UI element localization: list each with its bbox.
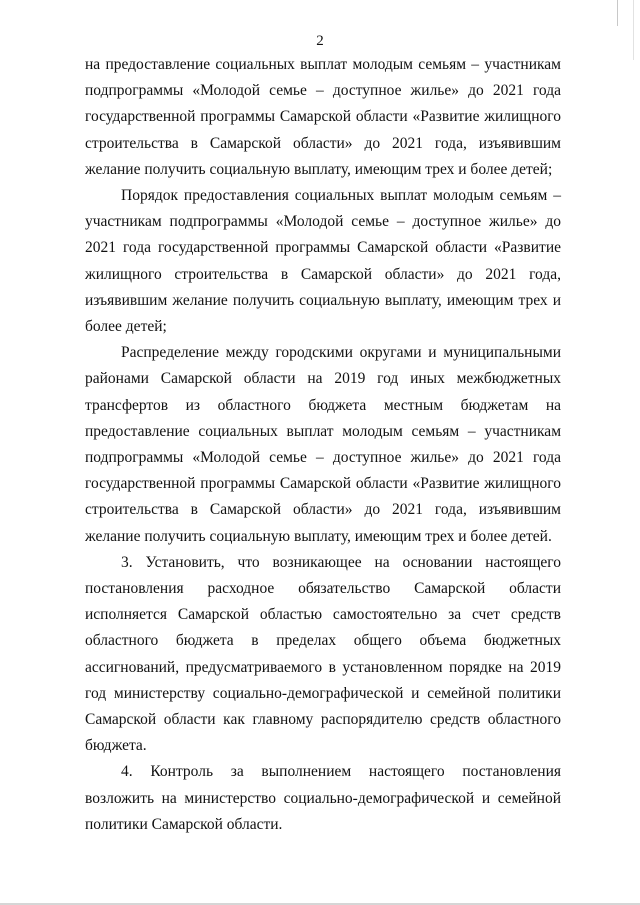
paragraph-continuation: на предоставление социальных выплат молодым семьям – участникам подпрограммы «Молодой семье – доступное жилье» до 2021 года государственной программы Самарской области «Развитие жилищного строительства в Самарской области» до 2021 года, изъявившим желание получить социальную выплату, имеющим трех и более детей; [85,56,561,178]
scan-edge-line [633,0,634,60]
paragraph-distribution: Распределение между городскими округами и муниципальными районами Самарской области на 2019 год иных межбюджетных трансфертов из областного бюджета местным бюджетам на предоставление социальных выплат молодым семьям – участникам подпрограммы «Молодой семье – доступное жилье» до 2021 года государственной программы Самарской области «Развитие жилищного строительства в Самарской области» до 2021 года, изъявившим желание получить социальную выплату, имеющим трех и более детей. [85,344,561,545]
page-number: 2 [316,33,324,49]
paragraph-item-3: 3. Установить, что возникающее на основании настоящего постановления расходное обязательство Самарской области исполняется Самарской областью самостоятельно за счет средств областного бюджета в пределах общего объема бюджетных ассигнований, предусматриваемого в установленном порядке на 2019 год министерству социально-демографической и семейной политики Самарской области как главному распорядителю средств областного бюджета. [85,553,561,755]
paragraph-procedure: Порядок предоставления социальных выплат молодым семьям – участникам подпрограммы «Молодой семье – доступное жилье» до 2021 года государственной программы Самарской области «Развитие жилищного строительства в Самарской области» до 2021 года, изъявившим желание получить социальную выплату, имеющим трех и более детей; [85,187,561,336]
scan-corner-mark [611,0,618,26]
paragraph-item-4: 4. Контроль за выполнением настоящего постановления возложить на министерство социально-демографической и семейной политики Самарской области. [85,763,561,833]
document-body [85,52,561,838]
